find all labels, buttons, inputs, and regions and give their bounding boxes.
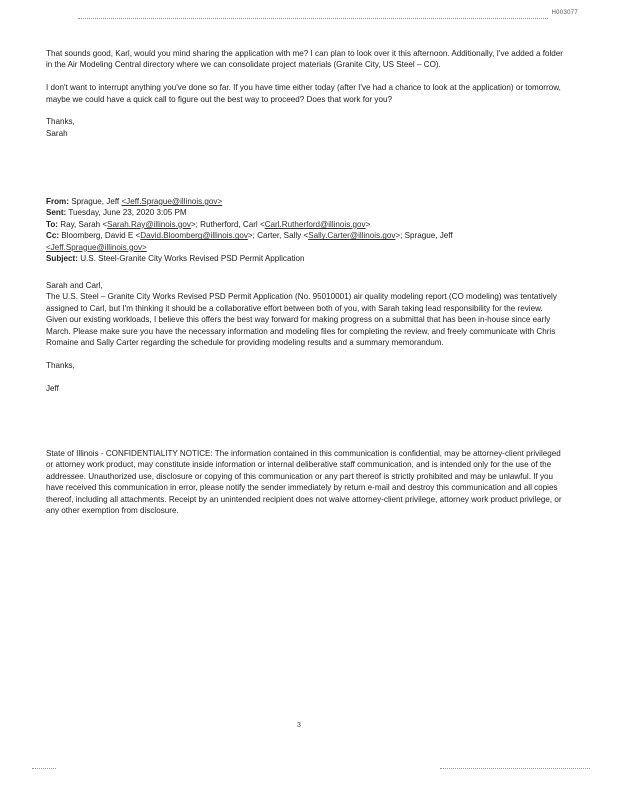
- cc-line-2: [46, 242, 566, 253]
- cc-email-link-b[interactable]: Sally.Carter@illinois.gov: [308, 231, 396, 241]
- cc-label: Cc:: [46, 231, 60, 241]
- bottom-scan-line-left: [32, 768, 56, 769]
- from-label: From:: [46, 197, 69, 206]
- cc-email-link-c[interactable]: <Jeff.Sprague@illinois.gov>: [46, 242, 147, 252]
- forwarded-header: [46, 196, 566, 264]
- subject-value: U.S. Steel-Granite City Works Revised PSD Permit Application: [80, 254, 305, 264]
- forwarded-closing: Thanks,: [46, 360, 75, 370]
- bates-number: H003077: [551, 10, 578, 16]
- reply-block: [46, 48, 566, 139]
- sent-value: Tuesday, June 23, 2020 3:05 PM: [68, 208, 187, 218]
- notice-text: State of Illinois - CONFIDENTIALITY NOTICE: The information contained in this communication is confidential, may be attorney-client privileged or attorney work product, may constitute inside information or internal deliberative staff communication, and is intended only for the use of the addressee. Unauthorized use, disclosure or copying of this communication or any part thereof is strictly prohibited and may be unlawful. If you have received this communication in error, please notify the sender immediately by return e-mail and destroy this communication and all copies thereof, including all attachments. Receipt by an unintended recipient does not waive attorney-client privilege, attorney work product privilege, or any other exemption from disclosure.: [46, 449, 562, 516]
- cc-name-a: Bloomberg, David E <: [61, 231, 141, 241]
- cc-email-link-a[interactable]: David.Bloomberg@illinois.gov: [140, 231, 248, 241]
- to-close: >: [365, 219, 371, 229]
- from-line: [46, 196, 566, 207]
- bottom-scan-line-right: [440, 768, 590, 769]
- to-line: [46, 219, 566, 230]
- forwarded-signature: Jeff: [46, 383, 59, 393]
- cc-name-b: >; Carter, Sally <: [247, 231, 309, 241]
- reply-paragraph-2: I don't want to interrupt anything you've done so far. If you have time either today (after I've had a chance to look at the application) or tomorrow, maybe we could have a quick call to figure out the best way to proceed? Does that work for you?: [46, 83, 561, 104]
- to-name-b: >; Rutherford, Carl <: [190, 219, 265, 229]
- cc-line: [46, 230, 566, 241]
- to-email-link-b[interactable]: Carl.Rutherford@illinois.gov: [264, 219, 366, 229]
- to-email-link-a[interactable]: Sarah.Ray@illinois.gov: [107, 219, 191, 229]
- page-number: 3: [297, 722, 301, 729]
- forwarded-message: The U.S. Steel – Granite City Works Revised PSD Permit Application (No. 95010001) air quality modeling report (CO modeling) was tentatively assigned to Carl, but I'm thinking it should be a collaborative effort between both of you, with Sarah taking lead responsibility for the review. Given our existing workloads, I believe this offers the best way forward for making progress on a submittal that has been in-house since early March. Please make sure you have the necessary information and modeling files for completing the review, and freely communicate with Chris Romaine and Sally Carter regarding the schedule for providing modeling results and a summary memorandum.: [46, 292, 557, 348]
- reply-paragraph-1: That sounds good, Karl, would you mind sharing the application with me? I can plan to look over it this afternoon. Additionally, I've added a folder in the Air Modeling Central directory where we can consolidate project materials (Granite City, US Steel – CO).: [46, 49, 564, 70]
- confidentiality-notice: [46, 448, 566, 516]
- cc-name-c: >; Sprague, Jeff: [395, 231, 453, 241]
- subject-label: Subject:: [46, 254, 78, 264]
- to-name-a: Ray, Sarah <: [60, 219, 108, 229]
- from-name: Sprague, Jeff: [71, 197, 120, 206]
- reply-closing: Thanks,: [46, 117, 75, 127]
- sent-label: Sent:: [46, 208, 67, 218]
- to-label: To:: [46, 219, 58, 229]
- sent-line: [46, 207, 566, 218]
- top-scan-line: [78, 18, 548, 19]
- forwarded-greeting: Sarah and Carl,: [46, 281, 103, 290]
- subject-line: [46, 253, 566, 264]
- forwarded-body: [46, 280, 566, 394]
- from-email-link[interactable]: <Jeff.Sprague@illinois.gov>: [121, 197, 223, 206]
- reply-signature: Sarah: [46, 128, 68, 138]
